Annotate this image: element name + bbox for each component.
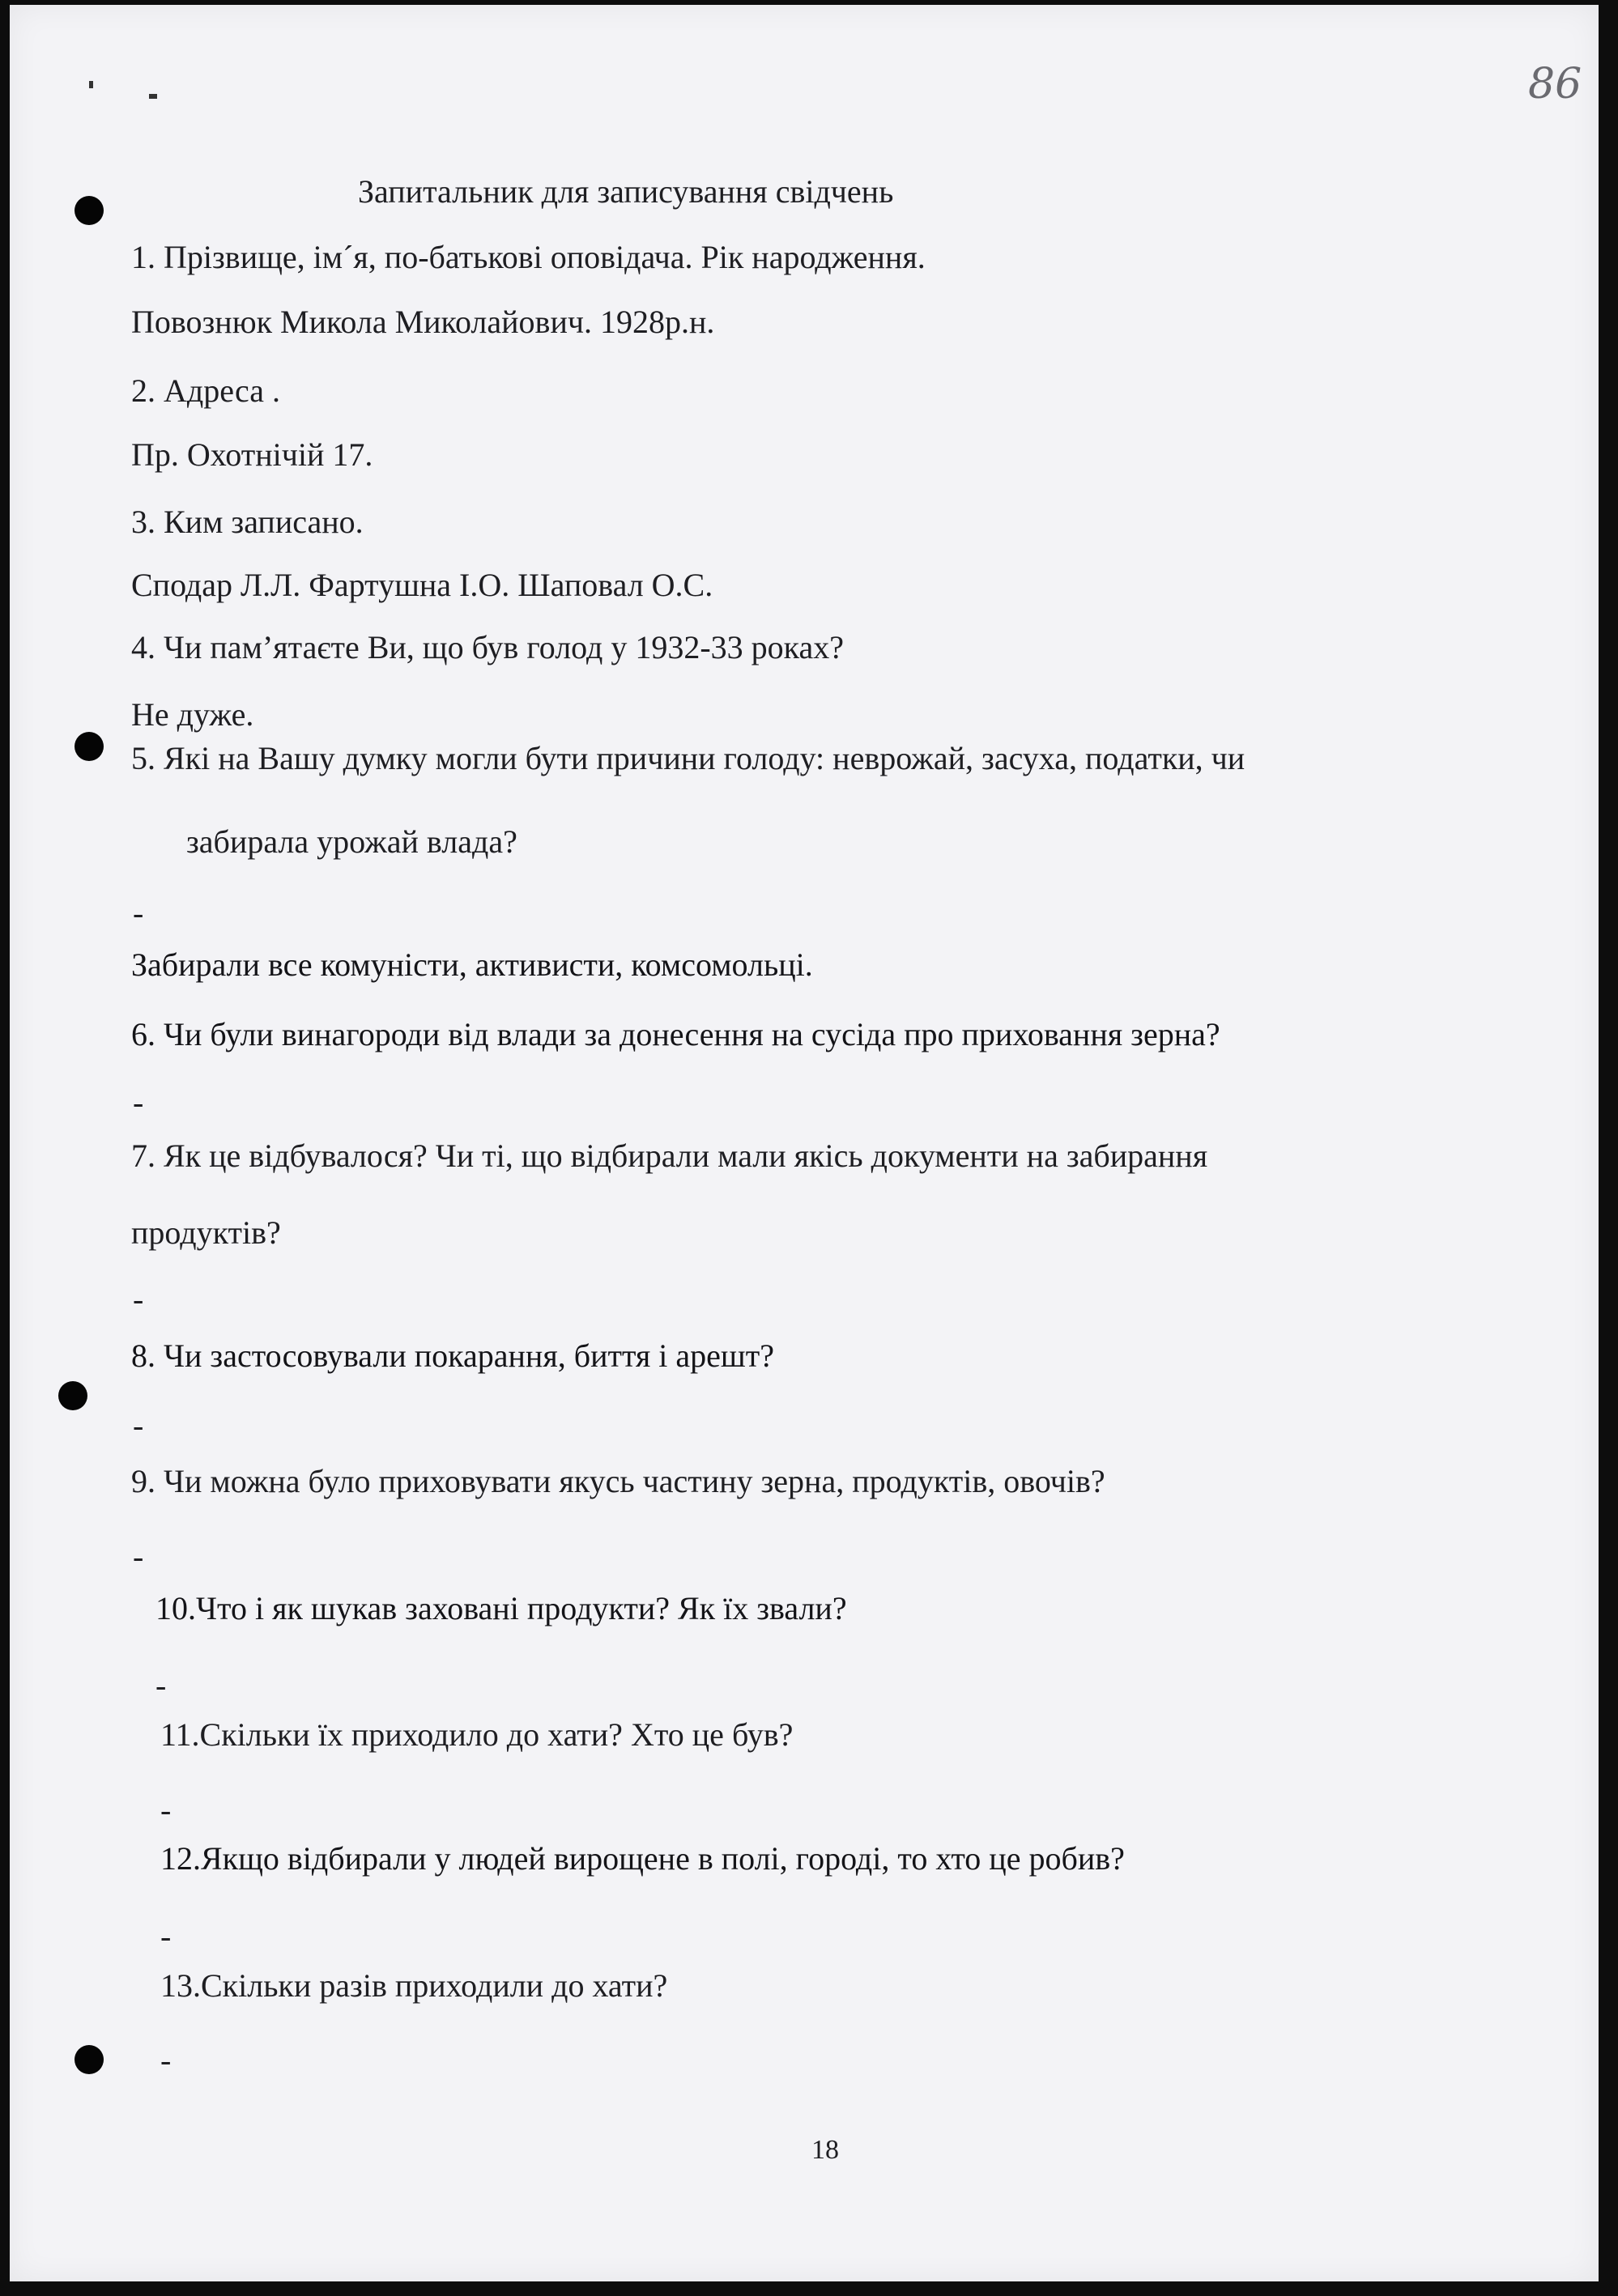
question-5: 5. Які на Вашу думку могли бути причини голоду: неврожай, засуха, податки, чи: [131, 740, 1245, 776]
question-4: 4. Чи пам’ятаєте Ви, що був голод у 1932-33 роках?: [131, 629, 845, 665]
punch-hole: [58, 1381, 87, 1410]
corner-mark: [149, 94, 157, 99]
question-11: 11.Скільки їх приходило до хати? Хто це був?: [160, 1716, 794, 1753]
document-page: [10, 5, 1599, 2281]
question-3: 3. Ким записано.: [131, 504, 364, 540]
answer-10-dash: -: [155, 1667, 167, 1703]
answer-6-dash: -: [133, 1084, 144, 1120]
answer-1: Повознюк Микола Миколайович. 1928р.н.: [131, 304, 715, 340]
answer-11-dash: -: [160, 1792, 172, 1828]
answer-2: Пр. Охотнічій 17.: [131, 436, 373, 473]
corner-mark: [89, 81, 93, 88]
page-number: 18: [811, 2135, 839, 2165]
answer-13-dash: -: [160, 2042, 172, 2078]
answer-3: Сподар Л.Л. Фартушна І.О. Шаповал О.С.: [131, 567, 713, 603]
answer-9-dash: -: [133, 1538, 144, 1575]
answer-5-dash: -: [133, 895, 144, 931]
question-5-cont: забирала урожай влада?: [186, 823, 517, 860]
answer-12-dash: -: [160, 1918, 172, 1954]
answer-4: Не дуже.: [131, 696, 254, 733]
punch-hole: [75, 196, 104, 225]
question-10: 10.Что і як шукав заховані продукти? Як їх звали?: [155, 1590, 847, 1626]
answer-5: Забирали все комуністи, активисти, комсомольці.: [131, 946, 813, 983]
question-9: 9. Чи можна було приховувати якусь частину зерна, продуктів, овочів?: [131, 1463, 1105, 1499]
answer-8-dash: -: [133, 1407, 144, 1444]
handwritten-page-number: 86: [1528, 60, 1582, 108]
question-7: 7. Як це відбувалося? Чи ті, що відбирали мали якісь документи на забирання: [131, 1137, 1208, 1174]
question-8: 8. Чи застосовували покарання, биття і арешт?: [131, 1337, 774, 1374]
answer-7-dash: -: [133, 1281, 144, 1317]
question-13: 13.Скільки разів приходили до хати?: [160, 1967, 668, 2004]
question-1: 1. Прізвище, ім´я, по-батькові оповідача. Рік народження.: [131, 239, 926, 275]
question-7-cont: продуктів?: [131, 1214, 281, 1251]
question-6: 6. Чи були винагороди від влади за донесення на сусіда про приховання зерна?: [131, 1016, 1220, 1052]
punch-hole: [75, 732, 104, 761]
question-12: 12.Якщо відбирали у людей вирощене в полі, городі, то хто це робив?: [160, 1840, 1125, 1877]
punch-hole: [75, 2045, 104, 2074]
question-2: 2. Адреса .: [131, 372, 280, 409]
questionnaire-title: Запитальник для записування свідчень: [358, 173, 894, 210]
